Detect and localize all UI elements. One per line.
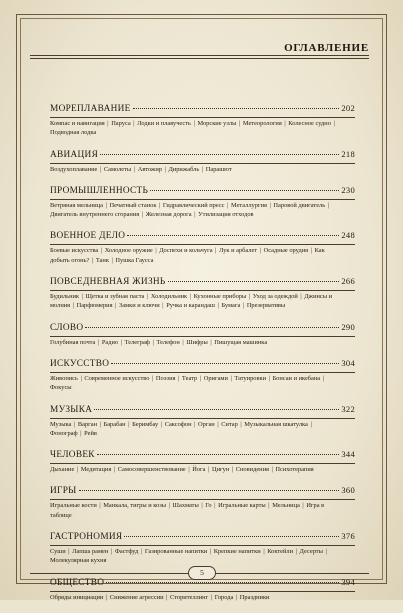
section-items xyxy=(50,292,355,311)
toc-section xyxy=(50,531,355,566)
subtopic: Метеорология xyxy=(242,120,282,127)
subtopic: Фастфуд xyxy=(114,548,139,556)
separator: | xyxy=(258,247,263,255)
separator: | xyxy=(230,466,235,474)
subtopic: Фонограф xyxy=(50,429,78,437)
subtopic: Пишущая машинка xyxy=(214,338,268,346)
subtopic: Осадные орудия xyxy=(263,247,309,255)
subtopic: Боевые искусства xyxy=(50,247,99,255)
subtopic: Психотерапия xyxy=(275,466,314,474)
section-title: АВИАЦИЯ xyxy=(50,149,99,160)
section-rule xyxy=(50,199,355,200)
section-items xyxy=(50,246,355,265)
separator: | xyxy=(98,420,103,428)
subtopic: Манкала, тигры и козы xyxy=(103,502,167,510)
section-page-number: 266 xyxy=(341,276,355,287)
section-title: СЛОВО xyxy=(50,322,84,333)
section-title: МОРЕПЛАВАНИЕ xyxy=(50,104,131,114)
separator: | xyxy=(75,466,80,474)
toc-entry[interactable] xyxy=(50,358,355,370)
separator: | xyxy=(176,374,181,382)
separator: | xyxy=(167,502,172,510)
subtopic: Металлургия xyxy=(230,201,267,209)
separator: | xyxy=(267,374,272,382)
section-items xyxy=(50,338,355,347)
subtopic: Суши xyxy=(50,548,66,556)
subtopic: Печатный станок xyxy=(109,201,157,209)
subtopic: Подводная лодка xyxy=(50,129,97,137)
separator: | xyxy=(208,338,214,346)
subtopic: Десерты xyxy=(299,548,323,556)
table-of-contents xyxy=(50,103,355,613)
section-rule xyxy=(50,117,355,118)
separator: | xyxy=(90,256,95,264)
subtopic: Беримбау xyxy=(132,420,159,428)
separator: | xyxy=(308,420,312,428)
section-rule xyxy=(50,336,355,337)
separator: | xyxy=(225,201,230,209)
subtopic: Шахматы xyxy=(172,502,199,510)
header-rule xyxy=(30,55,369,56)
subtopic: Щетка и зубная паста xyxy=(85,293,145,301)
separator: | xyxy=(66,548,72,556)
dot-leader xyxy=(85,327,339,328)
subtopic: Ручка и карандаш xyxy=(166,302,215,310)
section-title: ПОВСЕДНЕВНАЯ ЖИЗНЬ xyxy=(50,277,166,288)
section-title: ПРОМЫШЛЕННОСТЬ xyxy=(50,185,149,196)
separator: | xyxy=(300,502,306,510)
separator: | xyxy=(80,293,85,301)
separator: | xyxy=(71,302,76,310)
section-items xyxy=(50,501,355,520)
subtopic: Двигатель внутреннего сгорания xyxy=(50,211,140,219)
subtopic: Лодки и плавучесть xyxy=(137,120,191,127)
subtopic: Морские узлы xyxy=(197,120,237,127)
subtopic: Рейв xyxy=(84,429,97,437)
separator: | xyxy=(294,548,299,556)
subtopic: Железная дорога xyxy=(145,211,192,219)
section-items xyxy=(50,165,355,174)
toc-section xyxy=(50,276,355,311)
dot-leader xyxy=(100,154,339,155)
section-rule xyxy=(50,290,355,291)
dot-leader xyxy=(79,490,340,491)
subtopic: Парашют xyxy=(205,165,232,173)
toc-entry[interactable] xyxy=(50,149,355,161)
subtopic: Радио xyxy=(101,338,119,346)
toc-entry[interactable] xyxy=(50,322,355,334)
section-page-number: 290 xyxy=(341,321,355,332)
separator: | xyxy=(140,211,145,219)
separator: | xyxy=(208,548,213,556)
header-rule-thin xyxy=(30,58,369,59)
subtopic: Паровой двигатель xyxy=(273,201,326,209)
separator: | xyxy=(72,420,77,428)
section-title: ЧЕЛОВЕК xyxy=(50,450,95,461)
toc-entry[interactable] xyxy=(50,230,355,242)
toc-section xyxy=(50,577,355,602)
dot-leader xyxy=(111,363,339,364)
dot-leader xyxy=(168,281,340,282)
subtopic: Медитация xyxy=(80,466,112,474)
subtopic: Презервативы xyxy=(246,302,286,310)
section-items xyxy=(50,374,355,393)
toc-section xyxy=(50,404,355,439)
dot-leader xyxy=(94,409,339,410)
toc-section xyxy=(50,322,355,347)
separator: | xyxy=(191,120,197,127)
subtopic: Самолеты xyxy=(103,165,132,173)
separator: | xyxy=(139,548,144,556)
subtopic: Сторителлинг xyxy=(170,593,209,601)
separator: | xyxy=(164,593,170,601)
separator: | xyxy=(192,211,198,219)
subtopic: Варган xyxy=(77,420,98,428)
section-page-number: 376 xyxy=(341,531,355,542)
separator: | xyxy=(160,302,166,310)
separator: | xyxy=(159,420,164,428)
separator: | xyxy=(206,466,211,474)
separator: | xyxy=(282,120,288,127)
separator: | xyxy=(132,165,137,173)
section-rule xyxy=(50,418,355,419)
dot-leader xyxy=(97,454,340,455)
separator: | xyxy=(267,201,273,209)
subtopic: Голубиная почта xyxy=(50,338,96,346)
subtopic: Фокусы xyxy=(50,384,72,392)
section-title: ГАСТРОНОМИЯ xyxy=(50,532,123,543)
subtopic: Парфюмерия xyxy=(76,302,113,310)
subtopic: Лук и арбалет xyxy=(219,247,258,255)
section-items xyxy=(50,547,355,566)
separator: | xyxy=(153,247,159,255)
separator: | xyxy=(105,120,111,127)
subtopic: Ситар xyxy=(221,420,238,428)
section-page-number: 322 xyxy=(341,403,355,414)
subtopic: Современное искусство xyxy=(84,374,150,382)
subtopic: Лапша рамен xyxy=(72,548,109,556)
section-page-number: 304 xyxy=(341,357,355,368)
separator: | xyxy=(180,338,186,346)
subtopic: Игра в таблице xyxy=(50,502,325,519)
toc-entry[interactable] xyxy=(50,485,355,497)
section-title: ИСКУССТВО xyxy=(50,358,110,369)
toc-section xyxy=(50,485,355,520)
subtopic: Замки и ключи xyxy=(119,302,160,310)
section-rule xyxy=(50,499,355,500)
separator: | xyxy=(228,374,234,382)
subtopic: Сновидения xyxy=(235,466,269,474)
toc-entry[interactable] xyxy=(50,276,355,288)
separator: | xyxy=(237,120,242,127)
section-items xyxy=(50,420,355,439)
subtopic: Джинсы и молния xyxy=(50,293,333,310)
subtopic: Го xyxy=(205,502,212,510)
toc-entry[interactable] xyxy=(50,404,355,416)
separator: | xyxy=(97,502,103,510)
section-rule xyxy=(50,244,355,245)
subtopic: Обряды инициации xyxy=(50,593,104,601)
subtopic: Паруса xyxy=(111,120,131,127)
subtopic: Живопись xyxy=(50,374,78,382)
separator: | xyxy=(145,293,150,301)
section-title: ОБЩЕСТВО xyxy=(50,577,105,588)
section-items xyxy=(50,465,355,474)
separator: | xyxy=(215,420,221,428)
separator: | xyxy=(112,466,117,474)
separator: | xyxy=(198,374,203,382)
toc-section xyxy=(50,230,355,265)
section-page-number: 218 xyxy=(341,148,355,159)
separator: | xyxy=(321,374,325,382)
separator: | xyxy=(213,247,219,255)
separator: | xyxy=(331,120,335,127)
separator: | xyxy=(323,548,327,556)
subtopic: Кухонные приборы xyxy=(193,293,247,301)
separator: | xyxy=(150,374,155,382)
separator: | xyxy=(109,548,114,556)
separator: | xyxy=(241,302,246,310)
toc-section xyxy=(50,149,355,174)
separator: | xyxy=(309,247,314,255)
subtopic: Дирижабль xyxy=(168,165,200,173)
section-page-number: 344 xyxy=(341,449,355,460)
subtopic: Барабан xyxy=(103,420,126,428)
page-header xyxy=(30,38,369,56)
separator: | xyxy=(99,247,104,255)
page-title: ОГЛАВЛЕНИЕ xyxy=(284,42,369,54)
section-items xyxy=(50,119,355,138)
subtopic: Снижение агрессии xyxy=(109,593,164,601)
section-page-number: 394 xyxy=(341,576,355,587)
subtopic: Крепкие напитки xyxy=(213,548,261,556)
separator: | xyxy=(78,429,84,437)
subtopic: Молекулярная кухня xyxy=(50,557,107,565)
separator: | xyxy=(215,302,221,310)
section-page-number: 360 xyxy=(341,485,355,496)
dot-leader xyxy=(127,235,339,236)
separator: | xyxy=(186,466,192,474)
subtopic: Утилизация отходов xyxy=(198,211,254,219)
subtopic: Йога xyxy=(192,466,206,474)
separator: | xyxy=(326,201,330,209)
toc-entry[interactable] xyxy=(50,531,355,543)
separator: | xyxy=(199,502,205,510)
subtopic: Танк xyxy=(95,256,109,264)
separator: | xyxy=(78,374,84,382)
separator: | xyxy=(234,593,239,601)
dot-leader xyxy=(106,582,339,583)
toc-section xyxy=(50,358,355,393)
page-number: 5 xyxy=(188,566,216,580)
subtopic: Орган xyxy=(198,420,215,428)
toc-section xyxy=(50,185,355,220)
subtopic: Компас и навигация xyxy=(50,120,105,127)
subtopic: Гидравлический пресс xyxy=(162,201,225,209)
separator: | xyxy=(150,338,156,346)
subtopic: Ветряная мельница xyxy=(50,201,103,209)
subtopic: Будильник xyxy=(50,293,80,301)
subtopic: Поэзия xyxy=(155,374,176,382)
separator: | xyxy=(209,593,214,601)
subtopic: Газированные напитки xyxy=(144,548,208,556)
toc-section xyxy=(50,449,355,474)
separator: | xyxy=(157,201,162,209)
subtopic: Театр xyxy=(181,374,198,382)
separator: | xyxy=(298,293,304,301)
section-title: ВОЕННОЕ ДЕЛО xyxy=(50,231,126,242)
subtopic: Игральные карты xyxy=(218,502,266,510)
toc-entry[interactable] xyxy=(50,185,355,197)
separator: | xyxy=(261,548,267,556)
subtopic: Самосовершенствование xyxy=(117,466,186,474)
subtopic: Татуировки xyxy=(234,374,267,382)
subtopic: Мельница xyxy=(272,502,300,510)
toc-section xyxy=(50,103,355,138)
subtopic: Холодное оружие xyxy=(104,247,153,255)
subtopic: Как добыть огонь? xyxy=(50,247,325,264)
dot-leader xyxy=(124,536,339,537)
separator: | xyxy=(238,420,244,428)
subtopic: Музыка xyxy=(50,420,72,428)
subtopic: Игральные кости xyxy=(50,502,97,510)
subtopic: Города xyxy=(214,593,234,601)
separator: | xyxy=(96,338,101,346)
section-rule xyxy=(50,372,355,373)
subtopic: Автожир xyxy=(137,165,162,173)
subtopic: Воздухоплавание xyxy=(50,165,98,173)
separator: | xyxy=(131,120,137,127)
subtopic: Телеграф xyxy=(124,338,150,346)
separator: | xyxy=(98,165,103,173)
subtopic: Доспехи и кольчуга xyxy=(159,247,213,255)
separator: | xyxy=(200,165,205,173)
separator: | xyxy=(119,338,124,346)
section-page-number: 202 xyxy=(341,103,355,113)
section-page-number: 230 xyxy=(341,184,355,195)
toc-entry[interactable] xyxy=(50,449,355,461)
separator: | xyxy=(126,420,132,428)
separator: | xyxy=(247,293,252,301)
subtopic: Дыхание xyxy=(50,466,75,474)
separator: | xyxy=(188,293,193,301)
section-rule xyxy=(50,163,355,164)
separator: | xyxy=(212,502,218,510)
separator: | xyxy=(162,165,168,173)
section-items xyxy=(50,201,355,220)
subtopic: Саксофон xyxy=(164,420,192,428)
section-page-number: 248 xyxy=(341,230,355,241)
separator: | xyxy=(266,502,272,510)
separator: | xyxy=(103,201,109,209)
separator: | xyxy=(109,256,115,264)
section-title: ИГРЫ xyxy=(50,486,77,497)
subtopic: Бонсаи и икебана xyxy=(272,374,321,382)
subtopic: Холодильник xyxy=(150,293,188,301)
dot-leader xyxy=(133,108,340,109)
section-rule xyxy=(50,545,355,546)
separator: | xyxy=(113,302,119,310)
subtopic: Пушка Гаусса xyxy=(115,256,154,264)
subtopic: Шифры xyxy=(186,338,208,346)
section-rule xyxy=(50,463,355,464)
subtopic: Оригами xyxy=(203,374,228,382)
toc-entry[interactable] xyxy=(50,103,355,115)
subtopic: Уход за одеждой xyxy=(252,293,298,301)
section-title: МУЗЫКА xyxy=(50,404,93,415)
subtopic: Цигун xyxy=(211,466,230,474)
subtopic: Телефон xyxy=(156,338,180,346)
subtopic: Коктейли xyxy=(267,548,294,556)
separator: | xyxy=(192,420,198,428)
subtopic: Колесное судно xyxy=(288,120,331,127)
separator: | xyxy=(269,466,275,474)
subtopic: Праздники xyxy=(239,593,270,601)
section-items xyxy=(50,593,355,602)
dot-leader xyxy=(150,190,339,191)
subtopic: Музыкальная шкатулка xyxy=(244,420,308,428)
subtopic: Бумага xyxy=(221,302,241,310)
section-rule xyxy=(50,591,355,592)
separator: | xyxy=(104,593,109,601)
